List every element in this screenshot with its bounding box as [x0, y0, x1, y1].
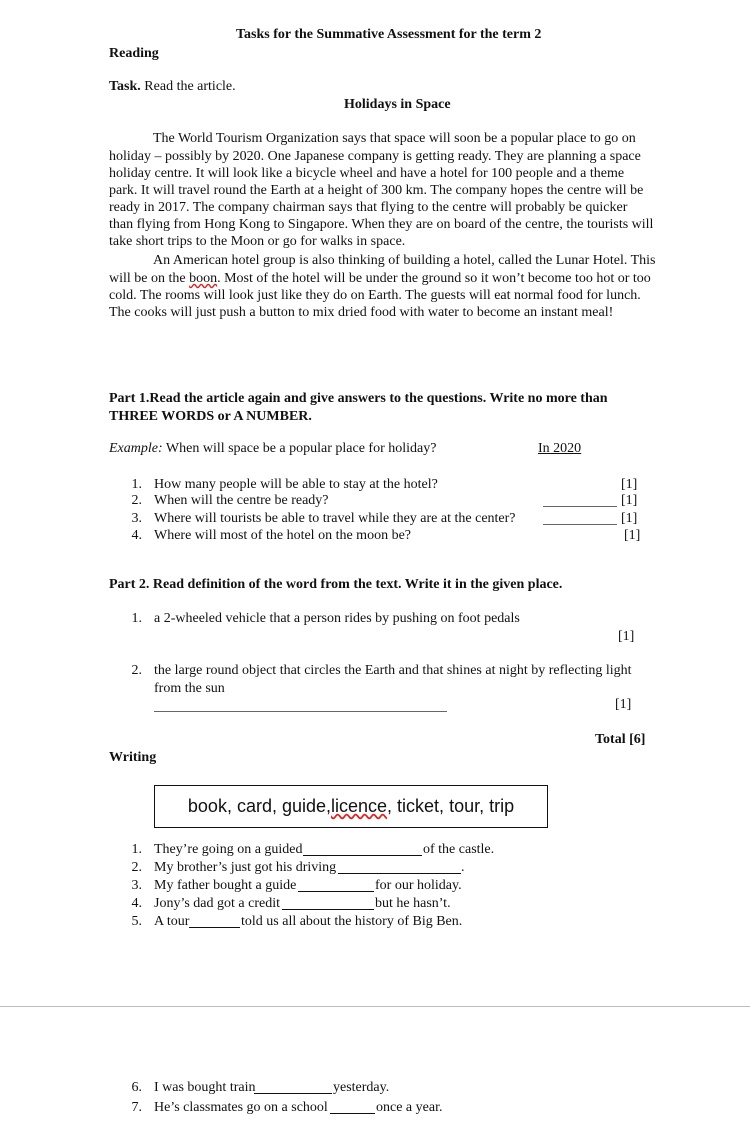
sentence-text: He’s classmates go on a school	[154, 1100, 328, 1115]
sentence-number: 6.	[131, 1080, 142, 1095]
word-list: book, card, guide,	[187, 796, 332, 816]
sentence-text: for our holiday.	[375, 878, 462, 893]
sentence-number: 3.	[131, 878, 142, 893]
answer-blank[interactable]	[330, 1113, 375, 1114]
sentence-number: 7.	[131, 1100, 142, 1115]
question-mark: [1]	[621, 493, 638, 508]
task-text: Read the article.	[140, 79, 236, 94]
word-list: , ticket, tour, trip	[387, 796, 515, 816]
sentence-text: My father bought a guide	[154, 878, 297, 893]
sentence-text: I was bought train	[154, 1080, 256, 1095]
definition-mark: [1]	[615, 697, 632, 712]
article-line: The cooks will just push a button to mix dried food with water to become an instant meal!	[109, 305, 614, 320]
article-line	[109, 270, 651, 287]
answer-blank[interactable]	[338, 873, 461, 874]
task-label: Task.	[109, 79, 141, 94]
part1-heading: Part 1.Read the article again and give answers to the questions. Write no more than	[109, 391, 608, 406]
question-number: 4.	[131, 528, 142, 543]
article-line: The World Tourism Organization says that space will soon be a popular place to go on	[153, 131, 636, 146]
question-text: How many people will be able to stay at the hotel?	[154, 477, 438, 492]
sentence-text: My brother’s just got his driving	[154, 860, 337, 875]
sentence-text: once a year.	[376, 1100, 443, 1115]
definition-text: a 2-wheeled vehicle that a person rides by pushing on foot pedals	[154, 611, 520, 626]
answer-blank[interactable]	[303, 855, 422, 856]
definition-number: 2.	[131, 663, 142, 678]
document-title: Tasks for the Summative Assessment for the term 2	[236, 27, 542, 42]
answer-blank[interactable]	[543, 524, 617, 525]
sentence-text: A tour	[154, 914, 190, 929]
question-number: 3.	[131, 511, 142, 526]
question-text: Where will tourists be able to travel while they are at the center?	[154, 511, 516, 526]
article-line: park. It will travel round the Earth at a height of 300 km. The company hopes the centre will be	[109, 183, 644, 198]
page-break	[0, 1006, 750, 1007]
section-heading-writing: Writing	[109, 750, 157, 765]
sentence-number: 1.	[131, 842, 142, 857]
article-line: holiday centre. It will look like a bicycle wheel and have a hotel for 100 people and a theme	[109, 166, 625, 181]
question-mark: [1]	[624, 528, 641, 543]
question-text: When will the centre be ready?	[154, 493, 329, 508]
section-heading-reading: Reading	[109, 46, 159, 61]
misspelled-word: boon	[189, 271, 218, 286]
sentence-text: They’re going on a guided	[154, 842, 303, 857]
example-label: Example:	[109, 441, 163, 456]
answer-blank[interactable]	[298, 891, 374, 892]
part2-heading: Part 2. Read definition of the word from the text. Write it in the given place.	[109, 577, 563, 592]
article-line: cold. The rooms will look just like they do on Earth. The guests will eat normal food for lunch.	[109, 288, 641, 303]
part1-heading-line2: THREE WORDS or A NUMBER.	[109, 409, 312, 424]
total-score: Total [6]	[595, 732, 646, 747]
article-text: . Most of the hotel will be under the ground so it won’t become too hot or too	[217, 271, 651, 286]
answer-blank[interactable]	[189, 927, 240, 928]
article-line: take short trips to the Moon or go for walks in space.	[109, 234, 406, 249]
question-number: 2.	[131, 493, 142, 508]
definition-number: 1.	[131, 611, 142, 626]
sentence-text: but he hasn’t.	[375, 896, 451, 911]
answer-blank[interactable]	[543, 506, 617, 507]
word-box	[154, 785, 548, 828]
definition-mark: [1]	[618, 629, 635, 644]
example-answer: In 2020	[538, 441, 582, 456]
sentence-number: 4.	[131, 896, 142, 911]
answer-blank[interactable]	[254, 1093, 332, 1094]
sentence-text: of the castle.	[423, 842, 495, 857]
question-text: Where will most of the hotel on the moon be?	[154, 528, 411, 543]
answer-blank[interactable]	[282, 909, 374, 910]
definition-text-line2: from the sun	[154, 681, 225, 696]
article-text: will be on the	[109, 271, 190, 286]
sentence-text: told us all about the history of Big Ben.	[241, 914, 463, 929]
article-line: holiday – possibly by 2020. One Japanese company is getting ready. They are planning a space	[109, 149, 641, 164]
sentence-text: Jony’s dad got a credit	[154, 896, 280, 911]
answer-blank[interactable]	[154, 711, 447, 712]
article-line: than flying from Hong Kong to Singapore. When they are on board of the centre, the tourists will	[109, 217, 654, 232]
example-text: When will space be a popular place for holiday?	[162, 441, 437, 456]
example-question	[109, 440, 436, 457]
sentence-number: 5.	[131, 914, 142, 929]
sentence-number: 2.	[131, 860, 142, 875]
misspelled-word: licence	[331, 796, 388, 816]
question-mark: [1]	[621, 511, 638, 526]
sentence-text: .	[461, 860, 465, 875]
article-title: Holidays in Space	[344, 97, 451, 112]
task-instruction	[109, 78, 236, 95]
definition-text: the large round object that circles the Earth and that shines at night by reflecting light	[154, 663, 632, 678]
question-number: 1.	[131, 477, 142, 492]
article-line: ready in 2017. The company chairman says that flying to the centre will probably be quicker	[109, 200, 628, 215]
sentence-text: yesterday.	[333, 1080, 390, 1095]
article-line: An American hotel group is also thinking of building a hotel, called the Lunar Hotel. This	[153, 253, 656, 268]
question-mark: [1]	[621, 477, 638, 492]
